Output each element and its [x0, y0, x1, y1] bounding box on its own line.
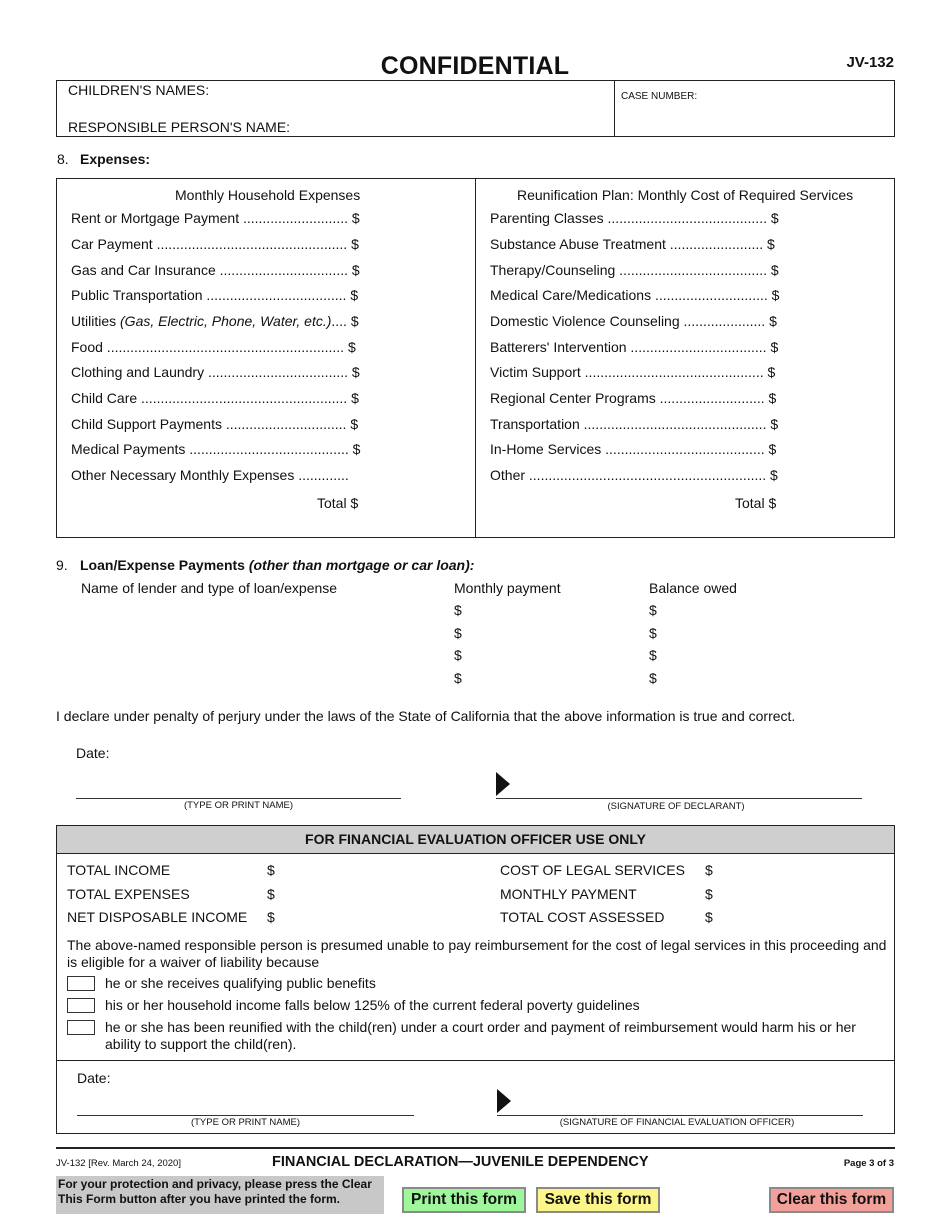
- footer-rev: JV-132 [Rev. March 24, 2020]: [56, 1158, 181, 1169]
- left-expense-item[interactable]: Rent or Mortgage Payment ........................... $: [71, 210, 360, 226]
- cost-legal-label: COST OF LEGAL SERVICES: [500, 862, 685, 878]
- cost-legal-dollar[interactable]: $: [705, 862, 713, 878]
- utilities-italic: (Gas, Electric, Phone, Water, etc.): [120, 313, 332, 329]
- clear-form-button[interactable]: Clear this form: [769, 1187, 894, 1213]
- right-expense-item[interactable]: Victim Support .............................................. $: [490, 364, 776, 380]
- declaration-date-label[interactable]: Date:: [76, 745, 110, 761]
- right-total: Total $: [735, 495, 777, 511]
- responsible-person-label: RESPONSIBLE PERSON'S NAME:: [68, 119, 291, 135]
- loans-heading-text: Loan/Expense Payments: [80, 557, 249, 573]
- total-expenses-dollar[interactable]: $: [267, 886, 275, 902]
- monthly-payment-label: MONTHLY PAYMENT: [500, 886, 637, 902]
- loan-balance-dollar[interactable]: $: [649, 625, 657, 641]
- officer-date-label[interactable]: Date:: [77, 1070, 111, 1086]
- option-public-benefits: he or she receives qualifying public benefits: [105, 975, 376, 991]
- loan-monthly-dollar[interactable]: $: [454, 647, 462, 663]
- loan-balance-dollar[interactable]: $: [649, 602, 657, 618]
- page-title: CONFIDENTIAL: [380, 52, 570, 80]
- total-cost-dollar[interactable]: $: [705, 909, 713, 925]
- utilities-label: Utilities: [71, 313, 121, 329]
- right-expense-item[interactable]: Transportation ............................................... $: [490, 416, 779, 432]
- loans-heading: [80, 557, 474, 573]
- loan-monthly-dollar[interactable]: $: [454, 625, 462, 641]
- checkbox-poverty-guidelines[interactable]: [67, 998, 95, 1013]
- loans-heading-italic: (other than mortgage or car loan):: [248, 557, 475, 573]
- expenses-heading: Expenses:: [80, 151, 151, 167]
- right-expense-item[interactable]: Substance Abuse Treatment ........................ $: [490, 236, 775, 252]
- expenses-number: 8.: [57, 151, 69, 167]
- right-expense-item[interactable]: Batterers' Intervention ................................... $: [490, 339, 779, 355]
- declarant-name-caption: (TYPE OR PRINT NAME): [183, 800, 294, 811]
- right-expense-item[interactable]: Regional Center Programs ........................... $: [490, 390, 777, 406]
- option-poverty-guidelines: his or her household income falls below 125% of the current federal poverty guidelines: [105, 997, 640, 1013]
- officer-divider: [57, 1060, 894, 1061]
- net-income-dollar[interactable]: $: [267, 909, 275, 925]
- right-expense-item[interactable]: Other ............................................................. $: [490, 467, 778, 483]
- right-expenses-title: Reunification Plan: Monthly Cost of Required Services: [517, 187, 854, 203]
- left-expense-item[interactable]: Car Payment ................................................. $: [71, 236, 359, 252]
- right-expense-item[interactable]: Therapy/Counseling ...................................... $: [490, 262, 779, 278]
- utilities-tail: .... $: [331, 313, 359, 329]
- left-expense-item[interactable]: Clothing and Laundry .................................... $: [71, 364, 360, 380]
- right-expense-item[interactable]: Parenting Classes ......................................... $: [490, 210, 779, 226]
- caption-box: [56, 80, 895, 137]
- expenses-box: [56, 178, 895, 538]
- right-expense-item[interactable]: In-Home Services ......................................... $: [490, 441, 777, 457]
- left-total: Total $: [317, 495, 359, 511]
- signature-arrow-icon: [496, 772, 510, 796]
- officer-name-caption: (TYPE OR PRINT NAME): [190, 1117, 301, 1128]
- total-income-label: TOTAL INCOME: [67, 862, 171, 878]
- left-expense-item[interactable]: Medical Payments ......................................... $: [71, 441, 361, 457]
- declarant-signature-line[interactable]: [496, 798, 862, 799]
- footer-title: FINANCIAL DECLARATION—JUVENILE DEPENDENCY: [272, 1154, 649, 1170]
- childrens-names-label: CHILDREN'S NAMES:: [68, 82, 210, 98]
- left-expense-item[interactable]: Public Transportation .................................... $: [71, 287, 359, 303]
- case-number-label: CASE NUMBER:: [621, 91, 698, 102]
- loans-col-balance: Balance owed: [649, 580, 737, 596]
- loans-col-name: Name of lender and type of loan/expense: [81, 580, 338, 596]
- loan-balance-dollar[interactable]: $: [649, 670, 657, 686]
- left-expense-item[interactable]: Food ............................................................. $: [71, 339, 356, 355]
- declarant-signature-caption: (SIGNATURE OF DECLARANT): [607, 801, 745, 812]
- left-expense-item[interactable]: Other Necessary Monthly Expenses .............: [71, 467, 349, 483]
- print-form-button[interactable]: Print this form: [402, 1187, 526, 1213]
- childrens-names-field[interactable]: [57, 81, 615, 136]
- loans-col-monthly: Monthly payment: [454, 580, 561, 596]
- presumed-text: The above-named responsible person is presumed unable to pay reimbursement for the cost of legal services in this proceeding and is eligible for a waiver of liability because: [67, 937, 887, 970]
- declaration-text: I declare under penalty of perjury under the laws of the State of California that the above information is true and correct.: [56, 708, 796, 724]
- left-expense-item[interactable]: Child Care ..................................................... $: [71, 390, 359, 406]
- officer-signature-line[interactable]: [497, 1115, 863, 1116]
- officer-header: FOR FINANCIAL EVALUATION OFFICER USE ONLY: [57, 826, 894, 854]
- checkbox-public-benefits[interactable]: [67, 976, 95, 991]
- expenses-divider: [475, 179, 476, 537]
- monthly-payment-dollar[interactable]: $: [705, 886, 713, 902]
- loan-monthly-dollar[interactable]: $: [454, 670, 462, 686]
- save-form-button[interactable]: Save this form: [536, 1187, 660, 1213]
- left-expense-item-utilities[interactable]: [71, 313, 359, 329]
- right-expense-item[interactable]: Medical Care/Medications ............................. $: [490, 287, 780, 303]
- footer-rule: [56, 1147, 895, 1149]
- officer-signature-arrow-icon: [497, 1089, 511, 1113]
- net-income-label: NET DISPOSABLE INCOME: [67, 909, 248, 925]
- declarant-name-line[interactable]: [76, 798, 401, 799]
- total-cost-label: TOTAL COST ASSESSED: [500, 909, 665, 925]
- officer-signature-caption: (SIGNATURE OF FINANCIAL EVALUATION OFFICER): [559, 1117, 795, 1128]
- left-expenses-title: Monthly Household Expenses: [175, 187, 361, 203]
- loan-balance-dollar[interactable]: $: [649, 647, 657, 663]
- loan-monthly-dollar[interactable]: $: [454, 602, 462, 618]
- total-income-dollar[interactable]: $: [267, 862, 275, 878]
- officer-name-line[interactable]: [77, 1115, 414, 1116]
- left-expense-item[interactable]: Child Support Payments ............................... $: [71, 416, 359, 432]
- left-expense-item[interactable]: Gas and Car Insurance ................................. $: [71, 262, 360, 278]
- officer-box: [56, 825, 895, 1134]
- privacy-note: For your protection and privacy, please press the Clear This Form button after you have printed the form.: [56, 1176, 384, 1214]
- right-expense-item[interactable]: Domestic Violence Counseling ..................... $: [490, 313, 777, 329]
- loans-number: 9.: [56, 557, 68, 573]
- option-reunified: he or she has been reunified with the child(ren) under a court order and payment of reimbursement would harm his or her ability to support the child(ren).: [105, 1019, 856, 1052]
- form-number: JV-132: [846, 54, 894, 71]
- checkbox-reunified[interactable]: [67, 1020, 95, 1035]
- footer-page: Page 3 of 3: [843, 1158, 894, 1169]
- total-expenses-label: TOTAL EXPENSES: [67, 886, 190, 902]
